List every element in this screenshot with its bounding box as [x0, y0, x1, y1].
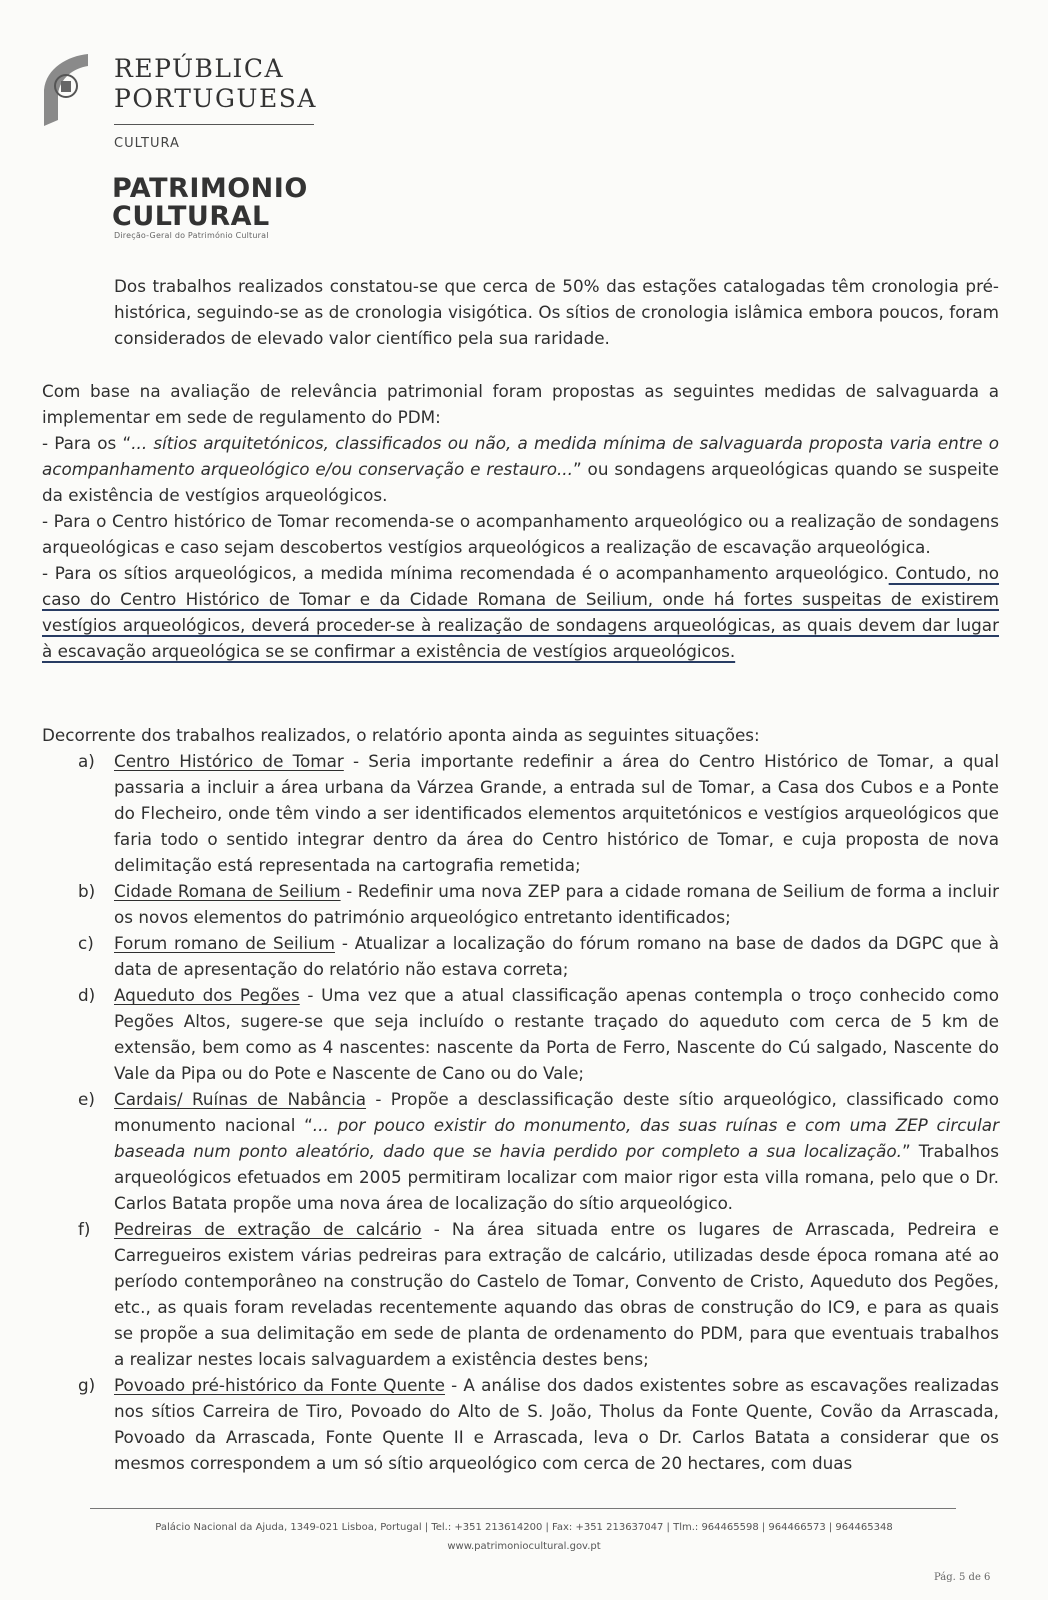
measure-architectural-sites: [42, 430, 999, 508]
list-item-label: b): [78, 881, 96, 901]
measure1-tail: ” ou sondagens arqueológicas quando se suspeite da existência de vestígios arqueológicos.: [42, 459, 999, 505]
republic-emblem-icon: [40, 50, 92, 128]
paragraph-measures-intro: Com base na avaliação de relevância patrimonial foram propostas as seguintes medidas de salvaguarda a implementar em sede de regulamento do PDM:: [42, 381, 999, 427]
footer-divider: [90, 1508, 956, 1509]
safeguard-measures-section: [42, 378, 999, 664]
paragraph-chronology: Dos trabalhos realizados constatou-se que cerca de 50% das estações catalogadas têm cronologia pré-histórica, seguindo-se as de cronologia visigótica. Os sítios de cronologia islâmica embora poucos, foram considerados de elevado valor científico pela sua raridade.: [114, 276, 999, 348]
list-item-title: Centro Histórico de Tomar: [114, 751, 344, 771]
list-item-title: Pedreiras de extração de calcário: [114, 1219, 422, 1239]
list-item-title: Cidade Romana de Seilium: [114, 881, 341, 901]
measure-archaeological-sites: [42, 560, 999, 664]
patrimonio-logo-line2: CULTURAL: [112, 201, 270, 232]
patrimonio-logo-line1: PATRIMONIO: [112, 173, 308, 204]
measure3-lead: - Para os sítios arqueológicos, a medida mínima recomendada é o acompanhamento arqueológico.: [42, 563, 889, 583]
list-item-title: Aqueduto dos Pegões: [114, 985, 300, 1005]
list-item-quote: ... por pouco existir do monumento, das suas ruínas e com uma ZEP circular baseada num ponto aleatório, dado que se havia perdido por completo a sua localização.: [114, 1115, 999, 1161]
list-item-title: Cardais/ Ruínas de Nabância: [114, 1089, 367, 1109]
measure-historic-centre: - Para o Centro histórico de Tomar recomenda-se o acompanhamento arqueológico ou a realização de sondagens arqueológicas e caso sejam descobertos vestígios arqueológicos a realização de escavação arqueológica.: [42, 511, 999, 557]
list-item-text-tail: ” Trabalhos arqueológicos efetuados em 2005 permitiram localizar com maior rigor esta villa romana, pelo que o Dr. Carlos Batata propõe uma nova área de localização do sítio arqueológico.: [114, 1141, 999, 1213]
footer-website: www.patrimoniocultural.gov.pt: [447, 1541, 601, 1552]
list-item-text: - Seria importante redefinir a área do Centro Histórico de Tomar, a qual passaria a incluir a área urbana da Várzea Grande, a entrada sul de Tomar, a Casa dos Cubos e a Ponte do Flecheiro, onde têm vindo a ser identificados elementos arquitetónicos e vestígios arqueológicos que faria todo o sentido integrar dentro da área do Centro histórico de Tomar, e cuja proposta de nova delimitação está representada na cartografia remetida;: [114, 751, 999, 875]
list-item-title: Povoado pré-histórico da Fonte Quente: [114, 1375, 445, 1395]
list-item-text: - Uma vez que a atual classificação apenas contempla o troço conhecido como Pegões Altos, sugere-se que seja incluído o restante traçado do aqueduto com cerca de 5 km de extensão, bem como as 4 nascentes: nascente da Porta de Ferro, Nascente do Cú salgado, Nascente do Vale da Pipa ou do Pote e Nascente de Cano ou do Vale;: [114, 985, 999, 1083]
list-item-label: e): [78, 1089, 95, 1109]
list-item-text: - Na área situada entre os lugares de Arrascada, Pedreira e Carregueiros existem várias pedreiras para extração de calcário, utilizadas desde época romana até ao período contemporâneo na construção do Castelo de Tomar, Convento de Cristo, Aqueduto dos Pegões, etc., as quais foram reveladas recentemente aquando das obras de construção do IC9, e para as quais se propõe a sua delimitação em sede de planta de ordenamento do PDM, para que eventuais trabalhos a realizar nestes locais salvaguardem a existência destes bens;: [114, 1219, 999, 1369]
list-item-text: - A análise dos dados existentes sobre as escavações realizadas nos sítios Carreira de Tiro, Povoado do Alto de S. João, Tholus da Fonte Quente, Covão da Arrascada, Povoado da Arrascada, Fonte Quente II e Arrascada, leva o Dr. Carlos Batata a considerar que os mesmos correspondem a um só sítio arqueológico com cerca de 20 hectares, com duas: [114, 1375, 999, 1473]
situations-list: [42, 748, 999, 1476]
list-item-label: g): [78, 1375, 96, 1395]
measure1-quote: ... sítios arquitetónicos, classificados ou não, a medida mínima de salvaguarda proposta varia entre o acompanhamento arqueológico e/ou conservação e restauro...: [42, 433, 999, 479]
header-divider: [114, 124, 314, 125]
list-item-label: a): [78, 751, 95, 771]
cultura-label: CULTURA: [114, 136, 180, 151]
measure3-pen-underlined: Contudo, no caso do Centro Histórico de Tomar e da Cidade Romana de Seilium, onde há fortes suspeitas de existirem vestígios arqueológicos, deverá proceder-se à realização de sondagens arqueológicas, as quais devem dar lugar à escavação arqueológica se se confirmar a existência de vestígios arqueológicos.: [42, 563, 999, 661]
situations-section: [42, 722, 999, 1476]
list-item: [42, 748, 999, 878]
page-number: Pág. 5 de 6: [934, 1572, 991, 1583]
list-item-text: - Atualizar a localização do fórum romano na base de dados da DGPC que à data de apresentação do relatório não estava correta;: [114, 933, 999, 979]
list-item-label: c): [78, 933, 94, 953]
situations-intro: Decorrente dos trabalhos realizados, o relatório aponta ainda as seguintes situações:: [42, 725, 760, 745]
portuguesa-title: PORTUGUESA: [114, 84, 317, 113]
list-item-title: Forum romano de Seilium: [114, 933, 335, 953]
direcao-geral-label: Direção-Geral do Património Cultural: [114, 231, 269, 240]
list-item: [42, 878, 999, 930]
list-item-label: f): [78, 1219, 91, 1239]
list-item-text: - Propõe a desclassificação deste sítio arqueológico, classificado como monumento nacional “: [114, 1089, 999, 1135]
list-item-text: - Redefinir uma nova ZEP para a cidade romana de Seilium de forma a incluir os novos elementos do património arqueológico entretanto identificados;: [114, 881, 999, 927]
list-item-label: d): [78, 985, 96, 1005]
measure1-lead: - Para os “: [42, 433, 132, 453]
list-item: [42, 1372, 999, 1476]
list-item: [42, 930, 999, 982]
list-item: [42, 982, 999, 1086]
list-item: [42, 1086, 999, 1216]
footer-address: Palácio Nacional da Ajuda, 1349-021 Lisboa, Portugal | Tel.: +351 213614200 | Fax: +351 213637047 | Tlm.: 964465598 | 964466573 | 964465348: [155, 1522, 893, 1533]
republica-title: REPÚBLICA: [114, 54, 285, 83]
list-item: [42, 1216, 999, 1372]
